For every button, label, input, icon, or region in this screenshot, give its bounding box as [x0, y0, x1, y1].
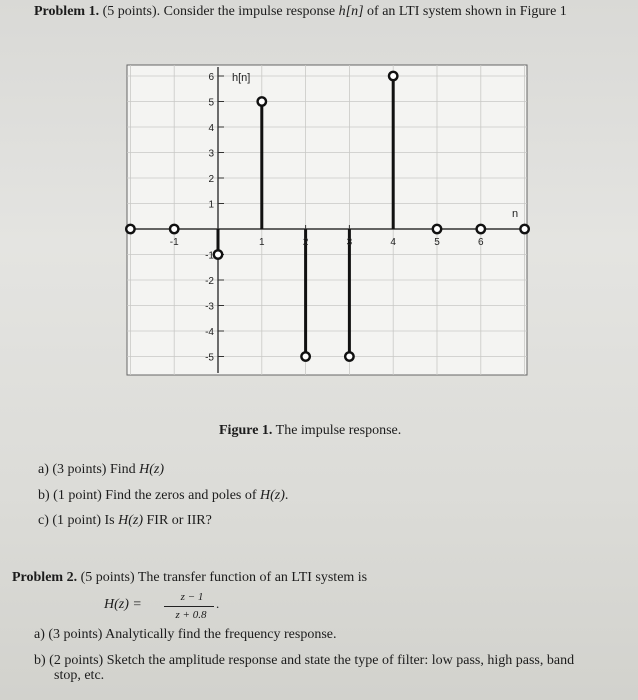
y-tick-label: -5: [205, 352, 214, 364]
tf-numerator: z − 1: [180, 591, 204, 603]
x-tick-label: 4: [390, 237, 396, 248]
stem-marker: [126, 225, 134, 233]
question-label: c): [38, 513, 49, 528]
problem1-heading: Problem 1.: [34, 4, 100, 19]
problem2-intro-text: (5 points) The transfer function of an LTI system is: [80, 570, 368, 585]
problem2-heading: Problem 2.: [12, 570, 78, 585]
stem-marker: [214, 250, 222, 258]
question-2b-continued: stop, etc.: [54, 668, 105, 683]
figure-caption-label: Figure 1.: [219, 423, 273, 438]
problem1-intro-math: h[n]: [338, 4, 364, 19]
x-tick-label: 1: [259, 237, 265, 248]
question-text-after: FIR or IIR?: [146, 513, 212, 528]
y-tick-label: 3: [208, 148, 214, 160]
stem-marker: [301, 352, 309, 360]
question-text: Find the zeros and poles of: [105, 488, 257, 503]
question-math: H(z): [118, 513, 144, 528]
stem-marker: [520, 225, 528, 233]
y-tick-label: -2: [205, 276, 214, 287]
stem-marker: [258, 97, 266, 105]
question-label: a): [38, 462, 49, 477]
stem-marker: [345, 352, 353, 360]
question-text: (2 points) Sketch the amplitude response and state the type of filter: low pass, high pass, band: [49, 653, 575, 668]
x-tick-label: 6: [478, 237, 484, 248]
question-2b: [34, 653, 574, 669]
question-math: H(z): [139, 462, 165, 477]
question-2a: [34, 627, 336, 643]
y-tick-label: 1: [208, 199, 214, 211]
problem1-points: (5 points).: [102, 4, 161, 19]
x-tick-label: 5: [434, 237, 440, 248]
figure-frame: [127, 65, 527, 375]
question-1a: [38, 462, 164, 478]
question-label: a): [34, 627, 45, 642]
y-tick-label: 5: [208, 97, 214, 109]
tf-denominator: z + 0.8: [175, 609, 207, 621]
question-text: (3 points) Analytically find the frequency response.: [48, 627, 337, 642]
y-tick-label: 2: [208, 174, 214, 185]
question-points: (1 point): [52, 513, 101, 528]
y-tick-label: -1: [205, 250, 214, 262]
tf-end: .: [216, 596, 220, 611]
x-axis-label: n: [511, 208, 519, 220]
question-text: Is: [104, 513, 115, 528]
question-points: (3 points): [52, 462, 107, 477]
question-1b: [38, 488, 288, 504]
figure-caption-text: The impulse response.: [275, 423, 402, 438]
problem2-intro: [12, 570, 367, 586]
stem-marker: [170, 225, 178, 233]
stem-marker: [433, 225, 441, 233]
y-tick-label: -4: [205, 327, 214, 338]
y-axis-label: h[n]: [232, 72, 251, 84]
tf-fraction-bar: [164, 606, 214, 607]
figure-caption: [219, 423, 401, 439]
y-tick-label: 4: [208, 123, 214, 134]
stem-marker: [389, 72, 397, 80]
y-tick-label: 6: [208, 72, 214, 83]
y-tick-label: -3: [205, 301, 214, 313]
question-label: b): [38, 488, 50, 503]
question-points: (1 point): [53, 488, 102, 503]
question-1c: [38, 513, 212, 529]
x-tick-label: 3: [346, 237, 353, 248]
problem1-intro-after: of an LTI system shown in Figure 1: [367, 4, 567, 19]
problem1-intro-before: Consider the impulse response: [163, 4, 336, 19]
tf-lhs: H(z) =: [104, 597, 142, 612]
question-text-after: .: [284, 488, 289, 503]
question-label: b): [34, 653, 46, 668]
x-tick-label: 2: [302, 237, 309, 248]
question-math: H(z): [260, 488, 285, 503]
stem-marker: [477, 225, 485, 233]
question-text: Find: [109, 462, 136, 477]
x-tick-label: -1: [169, 237, 179, 248]
